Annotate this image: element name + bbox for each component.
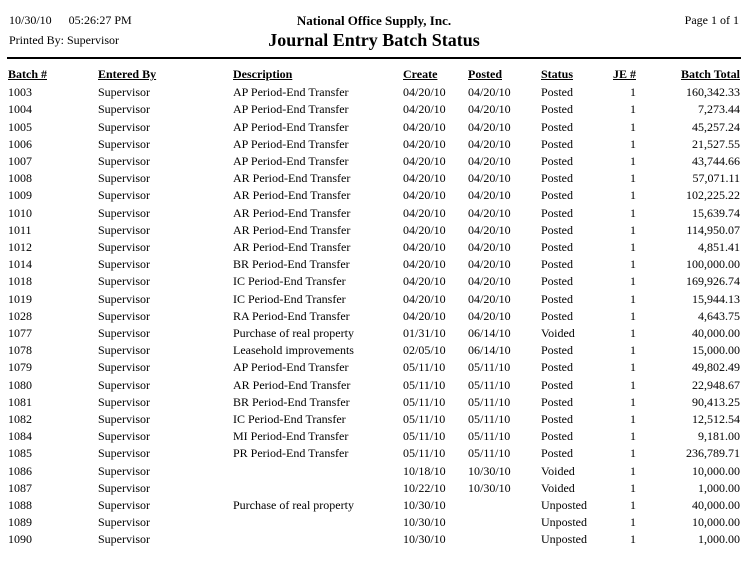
cell-description: IC Period-End Transfer — [233, 274, 346, 289]
cell-description: AR Period-End Transfer — [233, 205, 351, 220]
cell-status: Voided — [541, 463, 575, 478]
cell-batch-total: 236,789.71 — [686, 446, 740, 461]
report-title: Journal Entry Batch Status — [268, 30, 480, 50]
cell-entered-by: Supervisor — [98, 532, 150, 547]
cell-entered-by: Supervisor — [98, 394, 150, 409]
cell-create-date: 04/20/10 — [403, 308, 446, 323]
cell-create-date: 04/20/10 — [403, 171, 446, 186]
company-name: National Office Supply, Inc. — [296, 13, 452, 28]
cell-batch-number: 1006 — [8, 136, 32, 151]
cell-description: RA Period-End Transfer — [233, 308, 350, 323]
cell-description: Purchase of real property — [233, 498, 354, 513]
cell-posted-date: 04/20/10 — [468, 205, 511, 220]
cell-posted-date: 04/20/10 — [468, 188, 511, 203]
cell-status: Posted — [541, 222, 574, 237]
table-row — [8, 359, 740, 376]
cell-description: Leasehold improvements — [233, 343, 354, 358]
cell-batch-total: 15,944.13 — [692, 291, 740, 306]
cell-posted-date: 04/20/10 — [468, 154, 511, 169]
cell-status: Posted — [541, 257, 574, 272]
cell-je-number: 1 — [630, 274, 636, 289]
cell-create-date: 04/20/10 — [403, 102, 446, 117]
cell-batch-total: 15,639.74 — [692, 205, 740, 220]
cell-batch-number: 1012 — [8, 240, 32, 255]
table-row — [8, 342, 740, 359]
cell-status: Posted — [541, 205, 574, 220]
cell-batch-total: 114,950.07 — [686, 222, 740, 237]
cell-batch-total: 4,643.75 — [698, 308, 740, 323]
cell-create-date: 05/11/10 — [403, 394, 446, 409]
cell-status: Posted — [541, 119, 574, 134]
cell-entered-by: Supervisor — [98, 136, 150, 151]
cell-batch-total: 100,000.00 — [686, 257, 740, 272]
cell-status: Posted — [541, 154, 574, 169]
cell-je-number: 1 — [630, 429, 636, 444]
cell-create-date: 10/22/10 — [403, 480, 446, 495]
cell-batch-number: 1078 — [8, 343, 32, 358]
cell-create-date: 05/11/10 — [403, 377, 446, 392]
table-row — [8, 187, 740, 204]
cell-je-number: 1 — [630, 532, 636, 547]
cell-posted-date — [468, 514, 541, 531]
table-row — [8, 136, 740, 153]
cell-batch-total: 9,181.00 — [698, 429, 740, 444]
cell-status: Posted — [541, 136, 574, 151]
cell-status: Posted — [541, 394, 574, 409]
cell-status: Voided — [541, 326, 575, 341]
cell-batch-number: 1018 — [8, 274, 32, 289]
cell-status: Posted — [541, 412, 574, 427]
cell-posted-date: 10/30/10 — [468, 463, 511, 478]
cell-status: Posted — [541, 240, 574, 255]
cell-entered-by: Supervisor — [98, 308, 150, 323]
table-row — [8, 291, 740, 308]
cell-description: Purchase of real property — [233, 326, 354, 341]
cell-create-date: 01/31/10 — [403, 326, 446, 341]
cell-batch-total: 12,512.54 — [692, 412, 740, 427]
cell-status: Posted — [541, 377, 574, 392]
table-row — [8, 428, 740, 445]
table-row — [8, 308, 740, 325]
cell-batch-number: 1005 — [8, 119, 32, 134]
cell-description: AR Period-End Transfer — [233, 171, 351, 186]
cell-batch-number: 1082 — [8, 412, 32, 427]
cell-batch-number: 1086 — [8, 463, 32, 478]
cell-status: Posted — [541, 85, 574, 100]
column-header-description: Description — [233, 67, 293, 81]
table-row — [8, 445, 740, 462]
cell-batch-number: 1085 — [8, 446, 32, 461]
cell-description: AP Period-End Transfer — [233, 119, 349, 134]
cell-create-date: 04/20/10 — [403, 222, 446, 237]
cell-batch-number: 1084 — [8, 429, 32, 444]
table-row — [8, 273, 740, 290]
column-header-batch-number: Batch # — [8, 67, 47, 81]
cell-description — [233, 463, 403, 480]
cell-posted-date: 04/20/10 — [468, 274, 511, 289]
cell-status: Posted — [541, 291, 574, 306]
table-row — [8, 394, 740, 411]
cell-je-number: 1 — [630, 171, 636, 186]
cell-entered-by: Supervisor — [98, 343, 150, 358]
cell-entered-by: Supervisor — [98, 257, 150, 272]
cell-batch-total: 160,342.33 — [686, 85, 740, 100]
cell-je-number: 1 — [630, 188, 636, 203]
cell-je-number: 1 — [630, 308, 636, 323]
cell-create-date: 02/05/10 — [403, 343, 446, 358]
cell-posted-date: 04/20/10 — [468, 257, 511, 272]
cell-description: AP Period-End Transfer — [233, 102, 349, 117]
cell-create-date: 04/20/10 — [403, 119, 446, 134]
cell-batch-total: 45,257.24 — [692, 119, 740, 134]
cell-entered-by: Supervisor — [98, 154, 150, 169]
column-header-je-number: JE # — [612, 67, 636, 81]
cell-batch-number: 1003 — [8, 85, 32, 100]
cell-entered-by: Supervisor — [98, 463, 150, 478]
column-header-create-date: Create — [403, 67, 438, 81]
cell-posted-date: 05/11/10 — [468, 377, 511, 392]
cell-entered-by: Supervisor — [98, 429, 150, 444]
cell-status: Posted — [541, 171, 574, 186]
cell-entered-by: Supervisor — [98, 205, 150, 220]
cell-entered-by: Supervisor — [98, 274, 150, 289]
cell-je-number: 1 — [630, 498, 636, 513]
cell-status: Posted — [541, 446, 574, 461]
table-row — [8, 377, 740, 394]
cell-entered-by: Supervisor — [98, 102, 150, 117]
cell-posted-date: 04/20/10 — [468, 136, 511, 151]
cell-description: AR Period-End Transfer — [233, 377, 351, 392]
cell-posted-date — [468, 531, 541, 548]
cell-je-number: 1 — [630, 515, 636, 530]
cell-je-number: 1 — [630, 446, 636, 461]
cell-batch-total: 10,000.00 — [692, 515, 740, 530]
cell-status: Unposted — [541, 498, 587, 513]
cell-je-number: 1 — [630, 291, 636, 306]
cell-status: Voided — [541, 480, 575, 495]
column-header-entered-by: Entered By — [98, 67, 157, 81]
cell-posted-date: 05/11/10 — [468, 360, 511, 375]
report-date: 10/30/10 — [9, 13, 52, 27]
cell-posted-date: 05/11/10 — [468, 429, 511, 444]
cell-posted-date: 06/14/10 — [468, 343, 511, 358]
cell-batch-number: 1077 — [8, 326, 32, 341]
cell-entered-by: Supervisor — [98, 222, 150, 237]
table-row — [8, 84, 740, 101]
cell-create-date: 05/11/10 — [403, 360, 446, 375]
cell-create-date: 04/20/10 — [403, 274, 446, 289]
cell-entered-by: Supervisor — [98, 291, 150, 306]
cell-je-number: 1 — [630, 412, 636, 427]
cell-create-date: 10/30/10 — [403, 532, 446, 547]
cell-batch-number: 1019 — [8, 291, 32, 306]
cell-batch-number: 1007 — [8, 154, 32, 169]
cell-posted-date: 04/20/10 — [468, 222, 511, 237]
batch-table — [8, 63, 740, 549]
cell-batch-total: 90,413.25 — [692, 394, 740, 409]
table-row — [8, 480, 740, 497]
cell-description: AR Period-End Transfer — [233, 222, 351, 237]
cell-batch-number: 1028 — [8, 308, 32, 323]
cell-entered-by: Supervisor — [98, 480, 150, 495]
cell-description: IC Period-End Transfer — [233, 291, 346, 306]
cell-batch-number: 1080 — [8, 377, 32, 392]
report-time: 05:26:27 PM — [68, 13, 132, 27]
cell-je-number: 1 — [630, 119, 636, 134]
cell-batch-total: 43,744.66 — [692, 154, 740, 169]
cell-batch-number: 1008 — [8, 171, 32, 186]
cell-create-date: 10/30/10 — [403, 498, 446, 513]
cell-batch-number: 1081 — [8, 394, 32, 409]
cell-status: Posted — [541, 188, 574, 203]
cell-create-date: 04/20/10 — [403, 291, 446, 306]
cell-create-date: 05/11/10 — [403, 446, 446, 461]
cell-batch-number: 1088 — [8, 498, 32, 513]
cell-entered-by: Supervisor — [98, 360, 150, 375]
table-row — [8, 411, 740, 428]
table-row — [8, 256, 740, 273]
cell-posted-date: 05/11/10 — [468, 394, 511, 409]
cell-description: PR Period-End Transfer — [233, 446, 349, 461]
cell-batch-number: 1010 — [8, 205, 32, 220]
cell-batch-total: 169,926.74 — [686, 274, 740, 289]
cell-description: IC Period-End Transfer — [233, 412, 346, 427]
cell-je-number: 1 — [630, 360, 636, 375]
cell-posted-date: 04/20/10 — [468, 119, 511, 134]
cell-create-date: 04/20/10 — [403, 257, 446, 272]
cell-status: Posted — [541, 360, 574, 375]
cell-je-number: 1 — [630, 154, 636, 169]
cell-description — [233, 514, 403, 531]
cell-description: BR Period-End Transfer — [233, 257, 350, 272]
cell-status: Posted — [541, 102, 574, 117]
cell-create-date: 10/30/10 — [403, 515, 446, 530]
cell-batch-number: 1090 — [8, 532, 32, 547]
cell-batch-number: 1011 — [8, 222, 32, 237]
cell-batch-total: 4,851.41 — [698, 240, 740, 255]
cell-description: MI Period-End Transfer — [233, 429, 349, 444]
cell-je-number: 1 — [630, 257, 636, 272]
table-row — [8, 239, 740, 256]
cell-batch-number: 1009 — [8, 188, 32, 203]
cell-entered-by: Supervisor — [98, 171, 150, 186]
cell-posted-date: 05/11/10 — [468, 446, 511, 461]
cell-je-number: 1 — [630, 102, 636, 117]
column-header-batch-total: Batch Total — [680, 67, 740, 81]
cell-status: Posted — [541, 274, 574, 289]
cell-status: Unposted — [541, 532, 587, 547]
cell-entered-by: Supervisor — [98, 188, 150, 203]
cell-create-date: 05/11/10 — [403, 429, 446, 444]
cell-je-number: 1 — [630, 205, 636, 220]
table-row — [8, 153, 740, 170]
cell-je-number: 1 — [630, 463, 636, 478]
cell-description: BR Period-End Transfer — [233, 394, 350, 409]
table-row — [8, 205, 740, 222]
cell-status: Posted — [541, 429, 574, 444]
table-row — [8, 119, 740, 136]
cell-create-date: 04/20/10 — [403, 85, 446, 100]
cell-description: AP Period-End Transfer — [233, 85, 349, 100]
cell-create-date: 10/18/10 — [403, 463, 446, 478]
cell-batch-number: 1089 — [8, 515, 32, 530]
cell-je-number: 1 — [630, 394, 636, 409]
cell-create-date: 04/20/10 — [403, 240, 446, 255]
page-number: Page 1 of 1 — [684, 13, 739, 27]
cell-entered-by: Supervisor — [98, 412, 150, 427]
report-header-row2 — [0, 29, 748, 51]
table-row — [8, 497, 740, 514]
cell-posted-date: 04/20/10 — [468, 240, 511, 255]
cell-description: AR Period-End Transfer — [233, 240, 351, 255]
report-datetime — [9, 13, 297, 28]
cell-entered-by: Supervisor — [98, 326, 150, 341]
cell-posted-date: 04/20/10 — [468, 308, 511, 323]
cell-posted-date: 04/20/10 — [468, 85, 511, 100]
cell-status: Posted — [541, 308, 574, 323]
cell-batch-total: 57,071.11 — [692, 171, 740, 186]
cell-description — [233, 480, 403, 497]
cell-create-date: 04/20/10 — [403, 154, 446, 169]
cell-batch-total: 7,273.44 — [698, 102, 740, 117]
cell-batch-total: 102,225.22 — [686, 188, 740, 203]
cell-create-date: 04/20/10 — [403, 205, 446, 220]
column-header-status: Status — [541, 67, 574, 81]
cell-batch-total: 21,527.55 — [692, 136, 740, 151]
cell-create-date: 04/20/10 — [403, 136, 446, 151]
cell-je-number: 1 — [630, 480, 636, 495]
cell-description: AP Period-End Transfer — [233, 136, 349, 151]
cell-status: Unposted — [541, 515, 587, 530]
cell-entered-by: Supervisor — [98, 377, 150, 392]
table-row — [8, 325, 740, 342]
cell-batch-number: 1087 — [8, 480, 32, 495]
cell-create-date: 04/20/10 — [403, 188, 446, 203]
cell-posted-date: 10/30/10 — [468, 480, 511, 495]
cell-posted-date: 04/20/10 — [468, 291, 511, 306]
table-row — [8, 170, 740, 187]
cell-entered-by: Supervisor — [98, 119, 150, 134]
cell-batch-total: 1,000.00 — [698, 532, 740, 547]
cell-entered-by: Supervisor — [98, 515, 150, 530]
cell-posted-date: 06/14/10 — [468, 326, 511, 341]
cell-entered-by: Supervisor — [98, 498, 150, 513]
cell-je-number: 1 — [630, 222, 636, 237]
column-header-posted-date: Posted — [468, 67, 502, 81]
cell-entered-by: Supervisor — [98, 240, 150, 255]
cell-description: AP Period-End Transfer — [233, 360, 349, 375]
cell-posted-date: 05/11/10 — [468, 412, 511, 427]
table-row — [8, 463, 740, 480]
cell-posted-date: 04/20/10 — [468, 102, 511, 117]
cell-batch-number: 1004 — [8, 102, 32, 117]
batch-table-body — [8, 84, 740, 548]
cell-batch-number: 1079 — [8, 360, 32, 375]
cell-entered-by: Supervisor — [98, 85, 150, 100]
cell-posted-date: 04/20/10 — [468, 171, 511, 186]
cell-batch-total: 1,000.00 — [698, 480, 740, 495]
cell-posted-date — [468, 497, 541, 514]
cell-je-number: 1 — [630, 377, 636, 392]
cell-batch-total: 15,000.00 — [692, 343, 740, 358]
cell-description: AR Period-End Transfer — [233, 188, 351, 203]
cell-je-number: 1 — [630, 136, 636, 151]
cell-description — [233, 531, 403, 548]
cell-create-date: 05/11/10 — [403, 412, 446, 427]
table-row — [8, 101, 740, 118]
report-header-row1 — [0, 0, 748, 29]
cell-description: AP Period-End Transfer — [233, 154, 349, 169]
cell-entered-by: Supervisor — [98, 446, 150, 461]
cell-je-number: 1 — [630, 240, 636, 255]
table-row — [8, 531, 740, 548]
cell-je-number: 1 — [630, 343, 636, 358]
table-row — [8, 514, 740, 531]
table-row — [8, 222, 740, 239]
cell-batch-total: 10,000.00 — [692, 463, 740, 478]
cell-batch-number: 1014 — [8, 257, 32, 272]
cell-je-number: 1 — [630, 85, 636, 100]
table-header-row — [8, 63, 740, 84]
cell-batch-total: 40,000.00 — [692, 498, 740, 513]
printed-by: Printed By: Supervisor — [9, 33, 119, 47]
cell-je-number: 1 — [630, 326, 636, 341]
header-rule — [7, 57, 741, 59]
cell-batch-total: 40,000.00 — [692, 326, 740, 341]
cell-status: Posted — [541, 343, 574, 358]
cell-batch-total: 49,802.49 — [692, 360, 740, 375]
cell-batch-total: 22,948.67 — [692, 377, 740, 392]
